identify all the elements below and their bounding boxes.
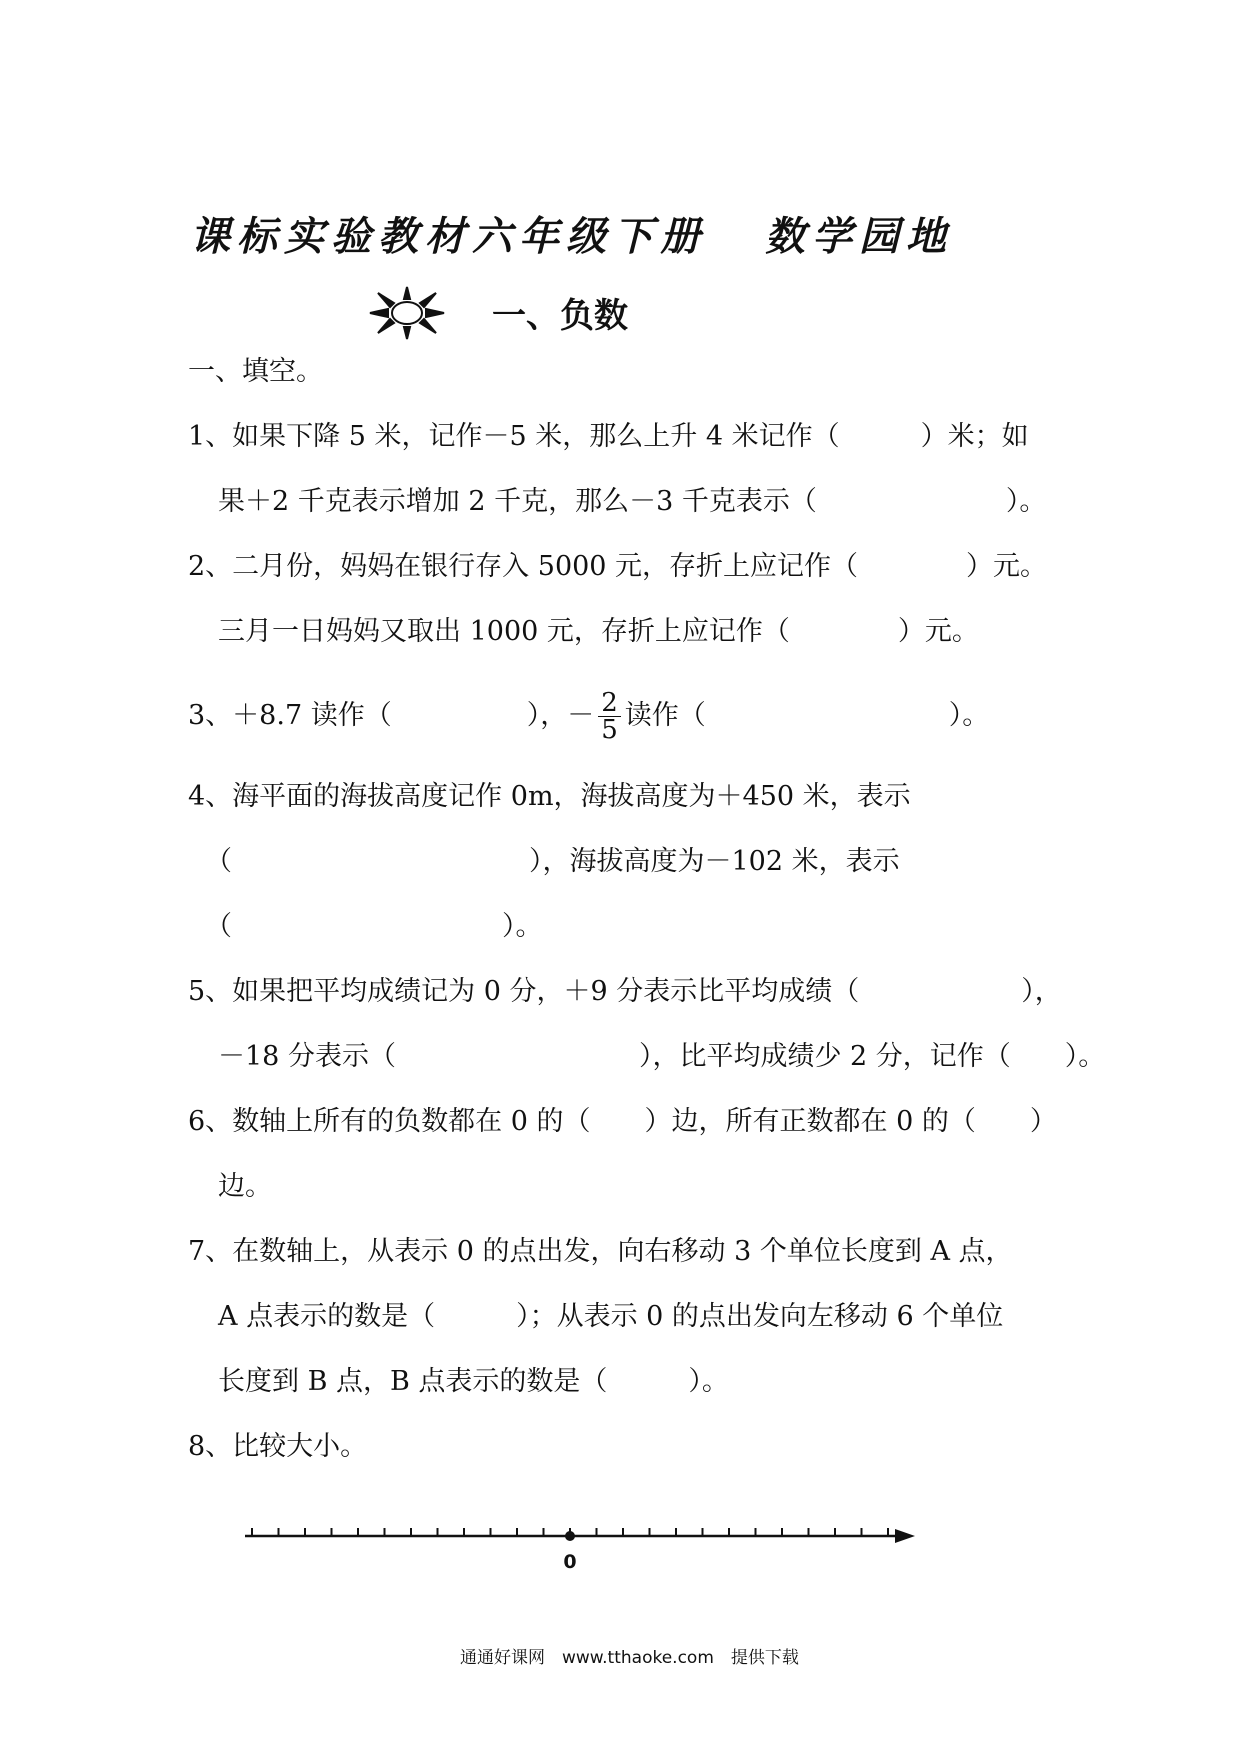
number-line bbox=[240, 1510, 920, 1580]
question-1-line-1: 1、如果下降 5 米，记作－5 米，那么上升 4 米记作（ ）米；如 bbox=[188, 421, 1029, 452]
origin-point bbox=[565, 1531, 575, 1541]
fraction bbox=[598, 690, 621, 743]
page-subtitle: 数学园地 bbox=[765, 213, 953, 260]
part-heading: 一、填空。 bbox=[188, 356, 323, 387]
footer-credit: 通通好课网 www.tthaoke.com 提供下载 bbox=[460, 1648, 799, 1668]
question-6-line-1: 6、数轴上所有的负数都在 0 的（ ）边，所有正数都在 0 的（ ） bbox=[188, 1106, 1057, 1137]
question-1-line-2: 果＋2 千克表示增加 2 千克，那么－3 千克表示（ ）。 bbox=[218, 486, 1047, 517]
question-7-line-2: A 点表示的数是（ ）；从表示 0 的点出发向左移动 6 个单位 bbox=[218, 1301, 1004, 1332]
origin-label: 0 bbox=[563, 1551, 577, 1573]
section-title: 一、负数 bbox=[492, 296, 628, 336]
sun-ornament-icon bbox=[368, 285, 446, 341]
question-7-line-3: 长度到 B 点，B 点表示的数是（ ）。 bbox=[218, 1366, 729, 1397]
question-4-line-2: （ ），海拔高度为－102 米，表示 bbox=[205, 846, 900, 877]
question-5-line-2: －18 分表示（ ），比平均成绩少 2 分，记作（ ）。 bbox=[218, 1041, 1106, 1072]
question-4-line-3: （ ）。 bbox=[205, 911, 543, 942]
page-title: 课标实验教材六年级下册 bbox=[190, 213, 707, 260]
question-7-line-1: 7、在数轴上，从表示 0 的点出发，向右移动 3 个单位长度到 A 点， bbox=[188, 1236, 1013, 1267]
question-6-line-2: 边。 bbox=[218, 1171, 272, 1202]
fraction-denominator: 5 bbox=[601, 715, 618, 745]
question-3-text-after: 读作（ ）。 bbox=[624, 700, 990, 731]
question-3-text-before: 3、＋8.7 读作（ ），－ bbox=[188, 700, 595, 731]
number-line-arrow-icon bbox=[895, 1529, 915, 1543]
question-8-line-1: 8、比较大小。 bbox=[188, 1431, 368, 1462]
question-2-line-2: 三月一日妈妈又取出 1000 元，存折上应记作（ ）元。 bbox=[218, 616, 979, 647]
question-2-line-1: 2、二月份，妈妈在银行存入 5000 元，存折上应记作（ ）元。 bbox=[188, 551, 1048, 582]
fraction-numerator: 2 bbox=[598, 690, 621, 717]
question-5-line-1: 5、如果把平均成绩记为 0 分，＋9 分表示比平均成绩（ ）， bbox=[188, 976, 1062, 1007]
question-3 bbox=[188, 690, 989, 743]
question-4-line-1: 4、海平面的海拔高度记作 0m，海拔高度为＋450 米，表示 bbox=[188, 781, 911, 812]
